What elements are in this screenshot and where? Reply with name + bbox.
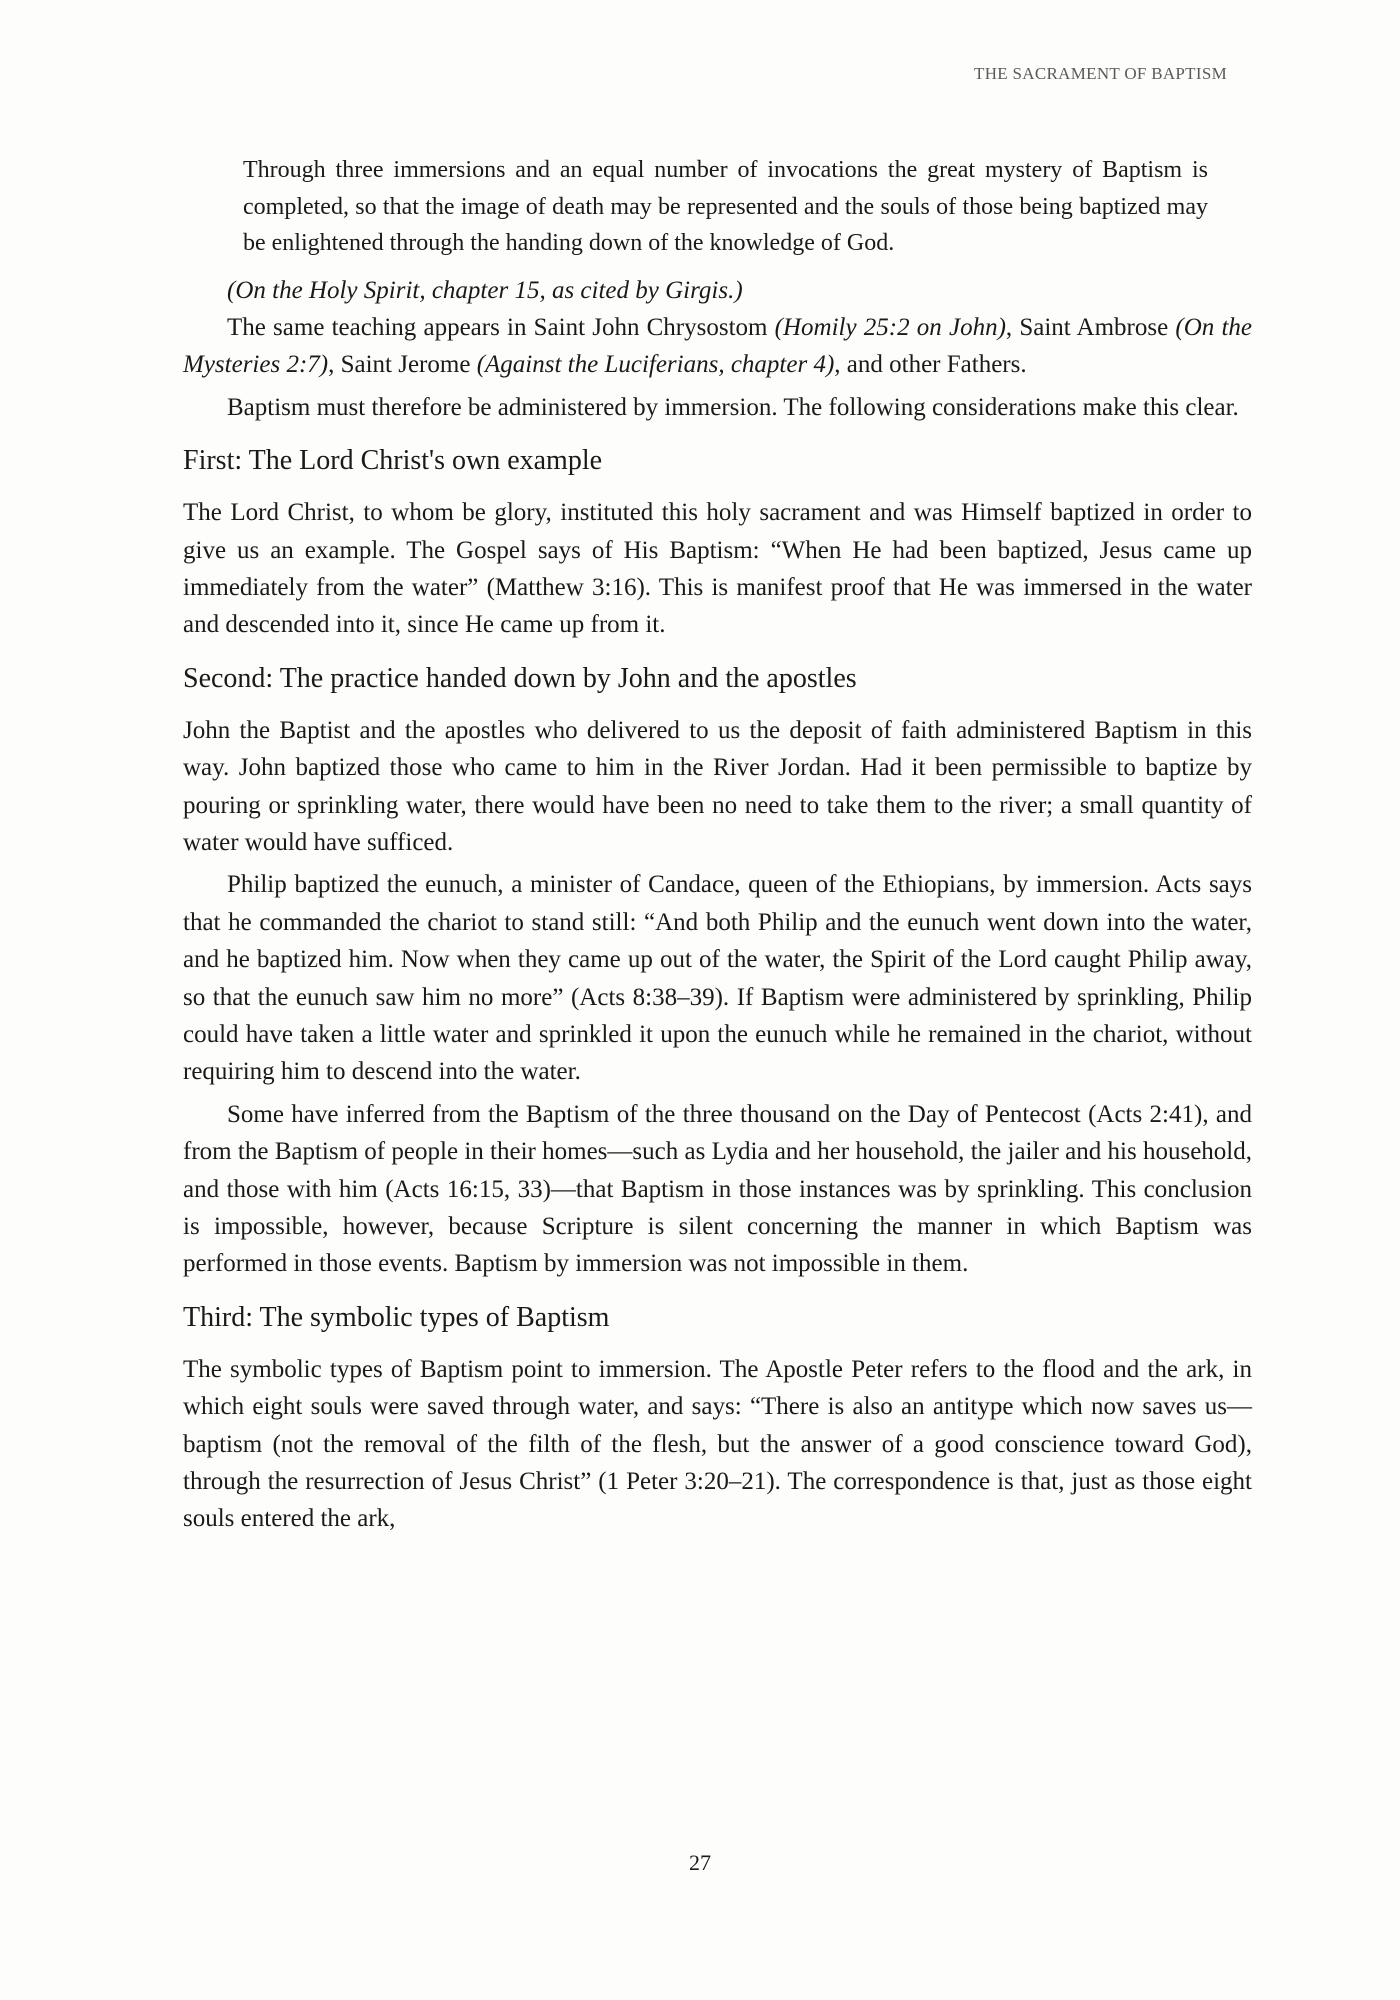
- section-heading-third: Third: The symbolic types of Baptism: [183, 1301, 610, 1333]
- section-heading-second: Second: The practice handed down by John and the apostles: [183, 662, 857, 694]
- blockquote: [243, 152, 1208, 262]
- page-number: 27: [689, 1850, 711, 1875]
- blockquote-text: Through three immersions and an equal number of invocations the great mystery of Baptism is completed, so that the image of death may be represented and the souls of those being baptized may be enlightened through the handing down of the knowledge of God.: [243, 157, 1208, 256]
- paragraph-intro: Baptism must therefore be administered by immersion. The following considerations make this clear.: [227, 393, 1239, 421]
- blockquote-citation: (On the Holy Spirit, chapter 15, as cited by Girgis.): [227, 276, 743, 304]
- section-second-paragraph-2: Philip baptized the eunuch, a minister of Candace, queen of the Ethiopians, by immersion. Acts says that he commanded the chariot to stand still: “And both Philip and the eunuch went down into the water, and he baptized him. Now when they came up out of the water, the Spirit of the Lord caught Philip away, so that the eunuch saw him no more” (Acts 8:38–39). If Baptism were administered by sprinkling, Philip could have taken a little water and sprinkled it upon the eunuch while he remained in the chariot, without requiring him to descend into the water.: [183, 871, 1252, 1086]
- running-head: THE SACRAMENT OF BAPTISM: [974, 64, 1227, 83]
- fathers-text-2: , Saint Ambrose: [1005, 313, 1176, 341]
- section-heading-first: First: The Lord Christ's own example: [183, 445, 603, 477]
- fathers-citation-jerome: (Against the Luciferians, chapter 4): [476, 351, 835, 379]
- fathers-citation-chrysostom: (Homily 25:2 on John): [774, 313, 1006, 341]
- page-body: [183, 152, 1252, 1538]
- section-third-paragraph-1: The symbolic types of Baptism point to immersion. The Apostle Peter refers to the flood and the ark, in which eight souls were saved through water, and says: “There is also an antitype which now saves us—baptism (not the removal of the filth of the flesh, but the answer of a good conscience toward God), through the resurrection of Jesus Christ” (1 Peter 3:20–21). The correspondence is that, just as those eight souls entered the ark,: [183, 1355, 1252, 1533]
- paragraph-fathers: [183, 309, 1252, 384]
- section-first-paragraph-1: The Lord Christ, to whom be glory, instituted this holy sacrament and was Himself baptized in order to give us an example. The Gospel says of His Baptism: “When He had been baptized, Jesus came up immediately from the water” (Matthew 3:16). This is manifest proof that He was immersed in the water and descended into it, since He came up from it.: [183, 499, 1252, 639]
- fathers-text-3: , Saint Jerome: [328, 351, 477, 379]
- section-second-paragraph-3: Some have inferred from the Baptism of the three thousand on the Day of Pentecost (Acts 2:41), and from the Baptism of people in their homes—such as Lydia and her household, the jailer and his household, and those with him (Acts 16:15, 33)—that Baptism in those instances was by sprinkling. This conclusion is impossible, however, because Scripture is silent concerning the manner in which Baptism was performed in those events. Baptism by immersion was not impossible in them.: [183, 1100, 1252, 1278]
- section-second-paragraph-1: John the Baptist and the apostles who delivered to us the deposit of faith administered Baptism in this way. John baptized those who came to him in the River Jordan. Had it been permissible to baptize by pouring or sprinkling water, there would have been no need to take them to the river; a small quantity of water would have sufficed.: [183, 716, 1252, 856]
- fathers-citation-ambrose: (On the Mysteries 2:7): [183, 313, 1252, 379]
- fathers-text-4: , and other Fathers.: [834, 351, 1027, 379]
- fathers-text-1: The same teaching appears in Saint John Chrysostom: [227, 313, 775, 341]
